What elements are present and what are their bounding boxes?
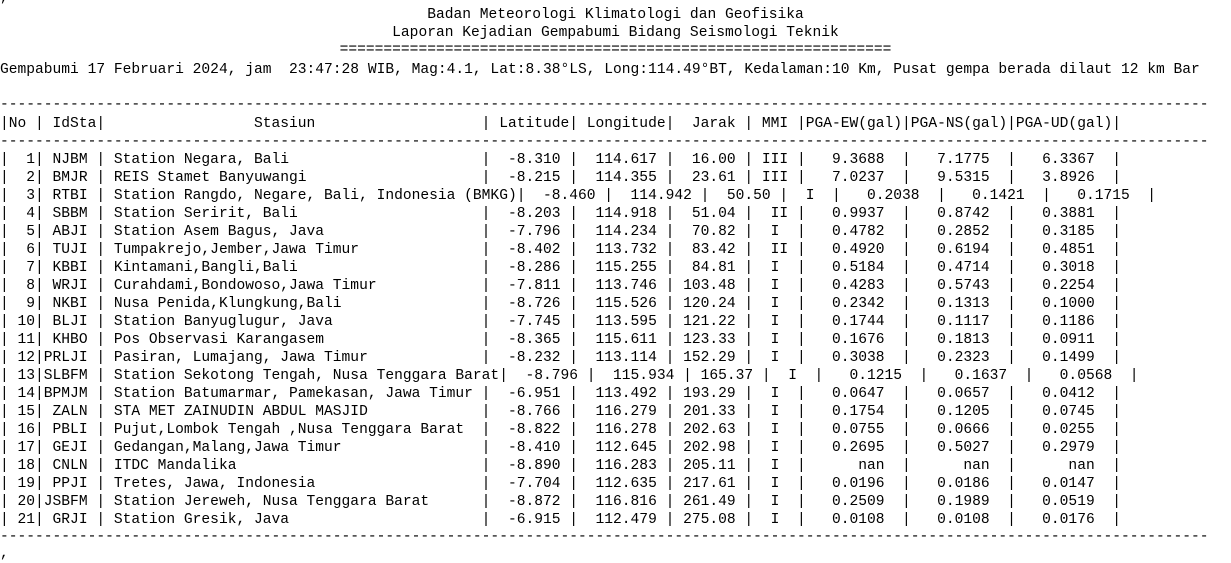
table-row: | 20|JSBFM | Station Jereweh, Nusa Tenggara Barat | -8.872 | 116.816 | 261.49 | I | 0.2509 | 0.1989 | 0.0519 | bbox=[0, 494, 1121, 510]
table-row: | 11| KHBO | Pos Observasi Karangasem | -8.365 | 115.611 | 123.33 | I | 0.1676 | 0.1813 | 0.0911 | bbox=[0, 332, 1121, 348]
dash-rule-header: ------------------------------------------------------------------------------------------------------------------------------------------ bbox=[0, 134, 1209, 150]
table-row: | 21| GRJI | Station Gresik, Java | -6.915 | 112.479 | 275.08 | I | 0.0108 | 0.0108 | 0.0176 | bbox=[0, 512, 1121, 528]
trailing-mark: , bbox=[0, 546, 9, 562]
table-row: | 8| WRJI | Curahdami,Bondowoso,Jawa Timur | -7.811 | 113.746 | 103.48 | I | 0.4283 | 0.5743 | 0.2254 | bbox=[0, 278, 1121, 294]
header-rule: =============================================================== bbox=[339, 42, 892, 58]
table-row: | 15| ZALN | STA MET ZAINUDIN ABDUL MASJID | -8.766 | 116.279 | 201.33 | I | 0.1754 | 0.1205 | 0.0745 | bbox=[0, 404, 1121, 420]
dash-rule-top: ------------------------------------------------------------------------------------------------------------------------------------------ bbox=[0, 97, 1209, 113]
table-row: | 14|BPMJM | Station Batumarmar, Pamekasan, Jawa Timur | -6.951 | 113.492 | 193.29 | I | 0.0647 | 0.0657 | 0.0412 | bbox=[0, 386, 1121, 402]
table-row: | 2| BMJR | REIS Stamet Banyuwangi | -8.215 | 114.355 | 23.61 | III | 7.0237 | 9.5315 | 3.8926 | bbox=[0, 170, 1121, 186]
header-agency: Badan Meteorologi Klimatologi dan Geofisika bbox=[427, 7, 804, 23]
table-row: | 4| SBBM | Station Seririt, Bali | -8.203 | 114.918 | 51.04 | II | 0.9937 | 0.8742 | 0.3881 | bbox=[0, 206, 1121, 222]
table-header: |No | IdSta| Stasiun | Latitude| Longitude| Jarak | MMI |PGA-EW(gal)|PGA-NS(gal)|PGA-UD(gal)| bbox=[0, 116, 1121, 132]
table-row: | 7| KBBI | Kintamani,Bangli,Bali | -8.286 | 115.255 | 84.81 | I | 0.5184 | 0.4714 | 0.3018 | bbox=[0, 260, 1121, 276]
table-row: | 13|SLBFM | Station Sekotong Tengah, Nusa Tenggara Barat| -8.796 | 115.934 | 165.37 | I | 0.1215 | 0.1637 | 0.0568 | bbox=[0, 368, 1139, 384]
table-row: | 19| PPJI | Tretes, Jawa, Indonesia | -7.704 | 112.635 | 217.61 | I | 0.0196 | 0.0186 | 0.0147 | bbox=[0, 476, 1121, 492]
table-row: | 12|PRLJI | Pasiran, Lumajang, Jawa Timur | -8.232 | 113.114 | 152.29 | I | 0.3038 | 0.2323 | 0.1499 | bbox=[0, 350, 1121, 366]
table-row: | 10| BLJI | Station Banyuglugur, Java | -7.745 | 113.595 | 121.22 | I | 0.1744 | 0.1117 | 0.1186 | bbox=[0, 314, 1121, 330]
table-row: | 3| RTBI | Station Rangdo, Negare, Bali, Indonesia (BMKG)| -8.460 | 114.942 | 50.50 | I | 0.2038 | 0.1421 | 0.1715 | bbox=[0, 188, 1157, 204]
table-row: | 16| PBLI | Pujut,Lombok Tengah ,Nusa Tenggara Barat | -8.822 | 116.278 | 202.63 | I | 0.0755 | 0.0666 | 0.0255 | bbox=[0, 422, 1121, 438]
table-row: | 1| NJBM | Station Negara, Bali | -8.310 | 114.617 | 16.00 | III | 9.3688 | 7.1775 | 6.3367 | bbox=[0, 152, 1121, 168]
header-title: Laporan Kejadian Gempabumi Bidang Seismologi Teknik bbox=[392, 25, 839, 41]
table-row: | 5| ABJI | Station Asem Bagus, Java | -7.796 | 114.234 | 70.82 | I | 0.4782 | 0.2852 | 0.3185 | bbox=[0, 224, 1121, 240]
table-row: | 18| CNLN | ITDC Mandalika | -8.890 | 116.283 | 205.11 | I | nan | nan | nan | bbox=[0, 458, 1121, 474]
table-row: | 9| NKBI | Nusa Penida,Klungkung,Bali | -8.726 | 115.526 | 120.24 | I | 0.2342 | 0.1313 | 0.1000 | bbox=[0, 296, 1121, 312]
table-row: | 6| TUJI | Tumpakrejo,Jember,Jawa Timur | -8.402 | 113.732 | 83.42 | II | 0.4920 | 0.6194 | 0.4851 | bbox=[0, 242, 1121, 258]
event-line: Gempabumi 17 Februari 2024, jam 23:47:28 WIB, Mag:4.1, Lat:8.38°LS, Long:114.49°BT, Kedalaman:10 Km, Pusat gempa berada dilaut 12 km Bar bbox=[0, 62, 1200, 78]
table-row: | 17| GEJI | Gedangan,Malang,Jawa Timur | -8.410 | 112.645 | 202.98 | I | 0.2695 | 0.5027 | 0.2979 | bbox=[0, 440, 1121, 456]
dash-rule-bottom: ------------------------------------------------------------------------------------------------------------------------------------------ bbox=[0, 529, 1209, 545]
